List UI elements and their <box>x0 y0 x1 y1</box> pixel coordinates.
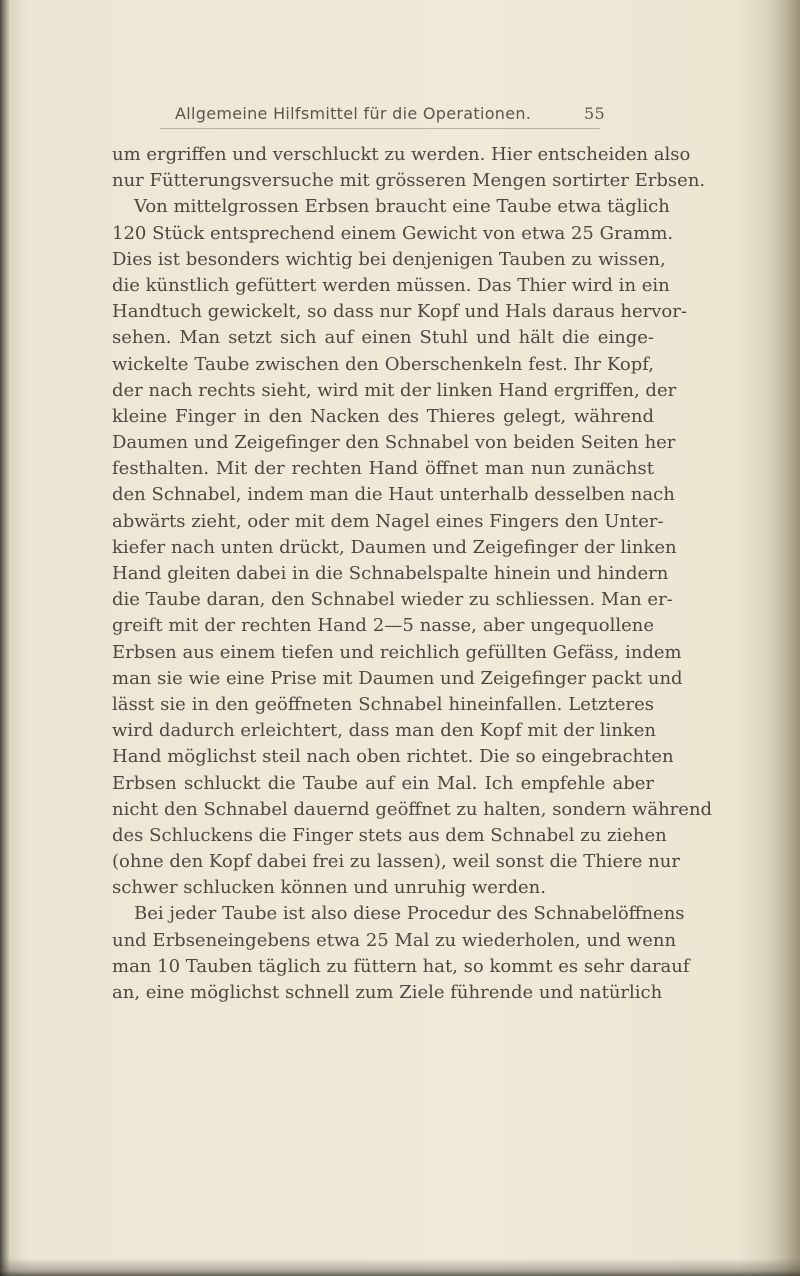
header-rule <box>160 128 600 129</box>
text-line: die Taube daran, den Schnabel wieder zu schliessen. Man er- <box>112 589 673 611</box>
text-line: lässt sie in den geöffneten Schnabel hineinfallen. Letzteres <box>112 693 654 715</box>
text-line: greift mit der rechten Hand 2—5 nasse, aber ungequollene <box>112 615 654 637</box>
text-line: kleine Finger in den Nacken des Thieres gelegt, während <box>112 405 654 427</box>
text-line: an, eine möglichst schnell zum Ziele führende und natürlich <box>112 982 663 1003</box>
text-line: und Erbseneingebens etwa 25 Mal zu wiederholen, und wenn <box>112 929 677 951</box>
text-line: abwärts zieht, oder mit dem Nagel eines Fingers den Unter- <box>112 510 664 532</box>
running-head-title: Allgemeine Hilfsmittel für die Operationen. <box>175 104 532 123</box>
text-line: kiefer nach unten drückt, Daumen und Zeigefinger der linken <box>112 536 677 558</box>
text-line: nicht den Schnabel dauernd geöffnet zu halten, sondern während <box>112 798 713 820</box>
page-fold-shadow <box>764 0 800 1276</box>
text-line: man 10 Tauben täglich zu füttern hat, so kommt es sehr darauf <box>112 955 690 977</box>
text-line: die künstlich gefüttert werden müssen. Das Thier wird in ein <box>112 274 670 296</box>
text-line: 120 Stück entsprechend einem Gewicht von etwa 25 Gramm. <box>112 222 674 244</box>
text-line: Bei jeder Taube ist also diese Procedur des Schnabelöffnens <box>134 903 685 925</box>
text-line: nur Fütterungsversuche mit grösseren Mengen sortirter Erbsen. <box>112 170 706 192</box>
text-line: Erbsen aus einem tiefen und reichlich gefüllten Gefäss, indem <box>112 641 682 663</box>
page-bottom-edge <box>0 1258 800 1276</box>
text-line: man sie wie eine Prise mit Daumen und Zeigefinger packt und <box>112 667 683 689</box>
page-number: 55 <box>584 104 605 123</box>
text-line: der nach rechts sieht, wird mit der linken Hand ergriffen, der <box>112 379 677 401</box>
text-line: Daumen und Zeigefinger den Schnabel von beiden Seiten her <box>112 432 676 454</box>
text-line: des Schluckens die Finger stets aus dem Schnabel zu ziehen <box>112 824 667 846</box>
text-line: Hand möglichst steil nach oben richtet. Die so eingebrachten <box>112 746 674 768</box>
text-line: den Schnabel, indem man die Haut unterhalb desselben nach <box>112 484 675 506</box>
text-line: wird dadurch erleichtert, dass man den Kopf mit der linken <box>112 720 656 742</box>
text-line: Von mittelgrossen Erbsen braucht eine Taube etwa täglich <box>134 196 670 218</box>
text-line: (ohne den Kopf dabei frei zu lassen), weil sonst die Thiere nur <box>112 851 680 873</box>
text-line: Erbsen schluckt die Taube auf ein Mal. Ich empfehle aber <box>112 772 654 794</box>
text-line: schwer schlucken können und unruhig werden. <box>112 877 546 899</box>
text-line: festhalten. Mit der rechten Hand öffnet man nun zunächst <box>112 458 654 480</box>
text-line: um ergriffen und verschluckt zu werden. Hier entscheiden also <box>112 144 691 165</box>
body-text <box>112 142 713 1006</box>
text-line: wickelte Taube zwischen den Oberschenkeln fest. Ihr Kopf, <box>112 353 654 375</box>
text-line: Hand gleiten dabei in die Schnabelspalte hinein und hindern <box>112 563 669 584</box>
text-line: Dies ist besonders wichtig bei denjenigen Tauben zu wissen, <box>112 248 666 270</box>
text-line: Handtuch gewickelt, so dass nur Kopf und Hals daraus hervor- <box>112 301 687 323</box>
text-line: sehen. Man setzt sich auf einen Stuhl und hält die einge- <box>112 327 654 349</box>
